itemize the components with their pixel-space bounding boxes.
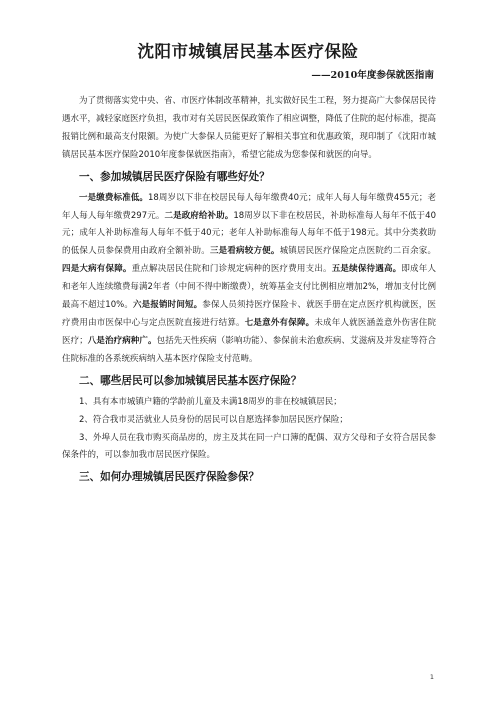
bold-lead: 六是报销时间短。: [133, 300, 203, 311]
text-run: 参保人员须持医疗保险卡、就医手册在定点医疗机构就医，医疗费用由市医保中心与定点医院直接进行结算。: [62, 300, 436, 328]
bold-lead: 三是看病较方便。: [209, 246, 280, 257]
bold-lead: 一是缴费标准低。: [79, 192, 148, 203]
page-number: 1: [429, 673, 434, 681]
text-run: 未成年人就医涵盖意外伤害住院医疗；: [62, 317, 436, 346]
text-run: 即成年人和老年人连续缴费每满2年者（中间不得中断缴费），统筹基金支付比例相应增加2%，增加支付比例最高不超过10%。: [62, 264, 436, 311]
document-title: 沈阳市城镇居民基本医疗保险: [137, 42, 359, 61]
section-paragraph: [62, 430, 436, 466]
section-heading: 二、哪些居民可以参加城镇居民基本医疗保险？: [79, 374, 302, 387]
document-subtitle: ——2010年度参保就医指南: [311, 70, 434, 81]
document-body: [62, 93, 436, 490]
section-paragraph: [62, 394, 436, 412]
intro-paragraph: 为了贯彻落实党中央、省、市医疗体制改革精神，扎实做好民生工程，努力提高广大参保居民待遇水平，减轻家庭医疗负担，我市对有关居民医保政策作了相应调整，降低了住院的起付标准，提高报销比例和最高支付限额。为使广大参保人员能更好了解相关事宜和优惠政策，现印制了《沈阳市城镇居民基本医疗保险2010年度参保就医指南》，希望它能成为您参保和就医的向导。: [62, 96, 437, 160]
section-paragraph: [62, 190, 436, 369]
sections-container: [62, 168, 436, 487]
text-run: 18周岁以下非在校居民每人每年缴费40元；成年人每人每年缴费455元；老年人每人每年缴费297元。: [62, 192, 436, 221]
text-run: 包括先天性疾病（影响功能）、参保前未治愈疾病、艾滋病及并发症等符合住院标准的各系统疾病纳入基本医疗保险支付范畴。: [62, 335, 436, 364]
section-paragraph: [62, 412, 436, 430]
text-run: 2、符合我市灵活就业人员身份的居民可以自愿选择参加居民医疗保险；: [79, 414, 348, 425]
text-run: 3、外埠人员在我市购买商品房的，房主及其在同一户口簿的配偶、双方父母和子女符合居民参保条件的，可以参加我市居民医疗保险。: [62, 432, 436, 461]
bold-lead: 八是治疗病种广。: [87, 335, 157, 346]
text-run: 城镇居民医疗保险定点医院约二百余家。: [279, 246, 436, 257]
text-run: 重点解决居民住院和门诊规定病种的医疗费用支出。: [131, 264, 332, 275]
bold-lead: 二是政府给补助。: [164, 210, 234, 221]
bold-lead: 七是意外有保障。: [244, 317, 315, 328]
text-run: 1、具有本市城镇户籍的学龄前儿童及未满18周岁的非在校城镇居民；: [79, 396, 342, 407]
section-heading: 三、如何办理城镇居民医疗保险参保？: [79, 471, 260, 484]
section-heading: 一、参加城镇居民医疗保险有哪些好处？: [79, 170, 270, 183]
text-run: 18周岁以下非在校居民，补助标准每人每年不低于40元；成年人补助标准每人每年不低于40元；老年人补助标准每人每年不低于198元。其中分类救助的低保人员参保费用由政府全额补助。: [62, 210, 436, 257]
bold-lead: 五是续保待遇高。: [331, 264, 402, 275]
bold-lead: 四是大病有保障。: [62, 264, 132, 275]
